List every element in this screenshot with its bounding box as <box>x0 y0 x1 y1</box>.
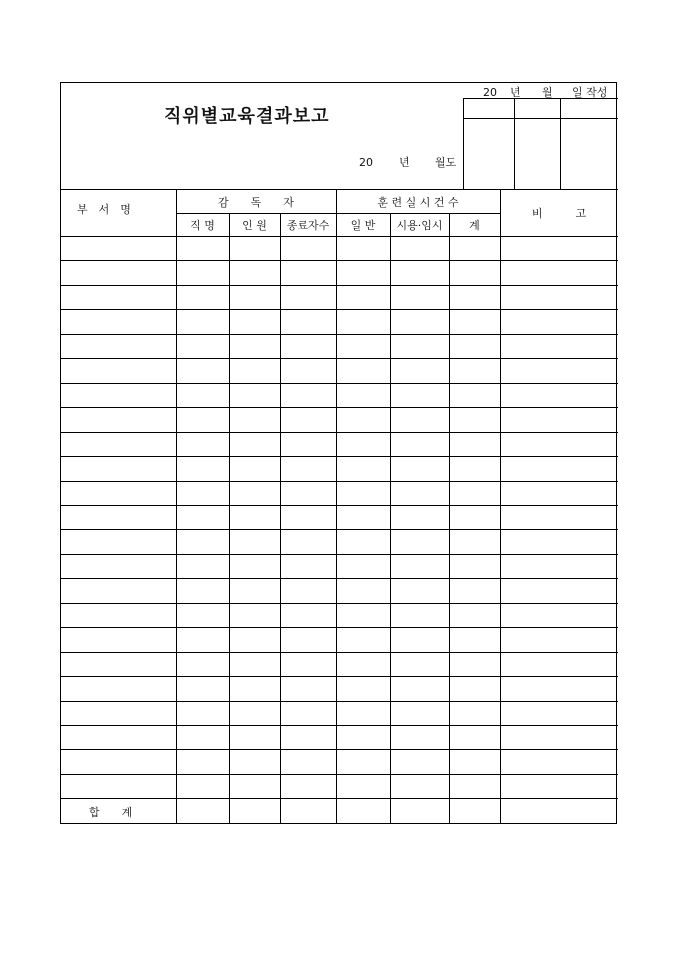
subtotal-subheader: 계 <box>469 218 480 232</box>
row-line <box>61 554 618 555</box>
general-subheader: 일 반 <box>350 218 376 232</box>
row-line <box>61 481 618 482</box>
column-line <box>500 189 501 823</box>
approval-box-col1 <box>514 98 515 189</box>
row-line <box>61 627 618 628</box>
row-line <box>61 701 618 702</box>
row-line <box>61 749 618 750</box>
written-year-label: 년 <box>510 86 521 99</box>
row-line <box>61 725 618 726</box>
row-line <box>61 432 618 433</box>
department-header: 부 서 명 <box>77 203 131 216</box>
column-line <box>390 213 391 823</box>
approval-box-col2 <box>560 98 561 189</box>
column-line <box>229 213 230 823</box>
period-month-label: 월도 <box>435 156 457 169</box>
row-line <box>61 652 618 653</box>
row-line <box>61 383 618 384</box>
written-month-label: 월 <box>542 86 553 99</box>
row-line <box>61 603 618 604</box>
row-line <box>61 309 618 310</box>
row-line <box>61 260 618 261</box>
approval-box-top <box>463 98 618 99</box>
column-line <box>449 213 450 823</box>
position-subheader: 직 명 <box>190 218 215 232</box>
column-line <box>176 189 177 823</box>
temporary-subheader: 시용·임시 <box>396 218 443 232</box>
approval-box-divider <box>463 118 618 119</box>
written-year-prefix: 20 <box>483 86 497 99</box>
row-line <box>61 578 618 579</box>
approval-box-left <box>463 98 464 189</box>
column-line <box>336 189 337 823</box>
row-line <box>61 505 618 506</box>
row-line <box>61 529 618 530</box>
period-year-prefix: 20 <box>359 156 373 169</box>
row-line <box>61 676 618 677</box>
subheader-line <box>176 213 500 214</box>
total-label: 합 계 <box>89 806 133 819</box>
written-day-label: 일 작성 <box>572 86 608 99</box>
supervisor-header: 감 독 자 <box>218 195 294 209</box>
row-line <box>61 798 618 799</box>
completed-subheader: 종료자수 <box>286 218 330 232</box>
remarks-header: 비 고 <box>531 207 587 220</box>
report-title: 직위별교육결과보고 <box>164 106 330 127</box>
row-line <box>61 285 618 286</box>
row-line <box>61 774 618 775</box>
report-form <box>60 82 617 824</box>
row-line <box>61 407 618 408</box>
row-line <box>61 358 618 359</box>
row-line <box>61 456 618 457</box>
row-line <box>61 334 618 335</box>
column-line <box>280 213 281 823</box>
headcount-subheader: 인 원 <box>242 218 267 232</box>
row-line <box>61 236 618 237</box>
training-count-header: 훈 련 실 시 건 수 <box>377 195 459 209</box>
period-year-label: 년 <box>399 156 410 169</box>
